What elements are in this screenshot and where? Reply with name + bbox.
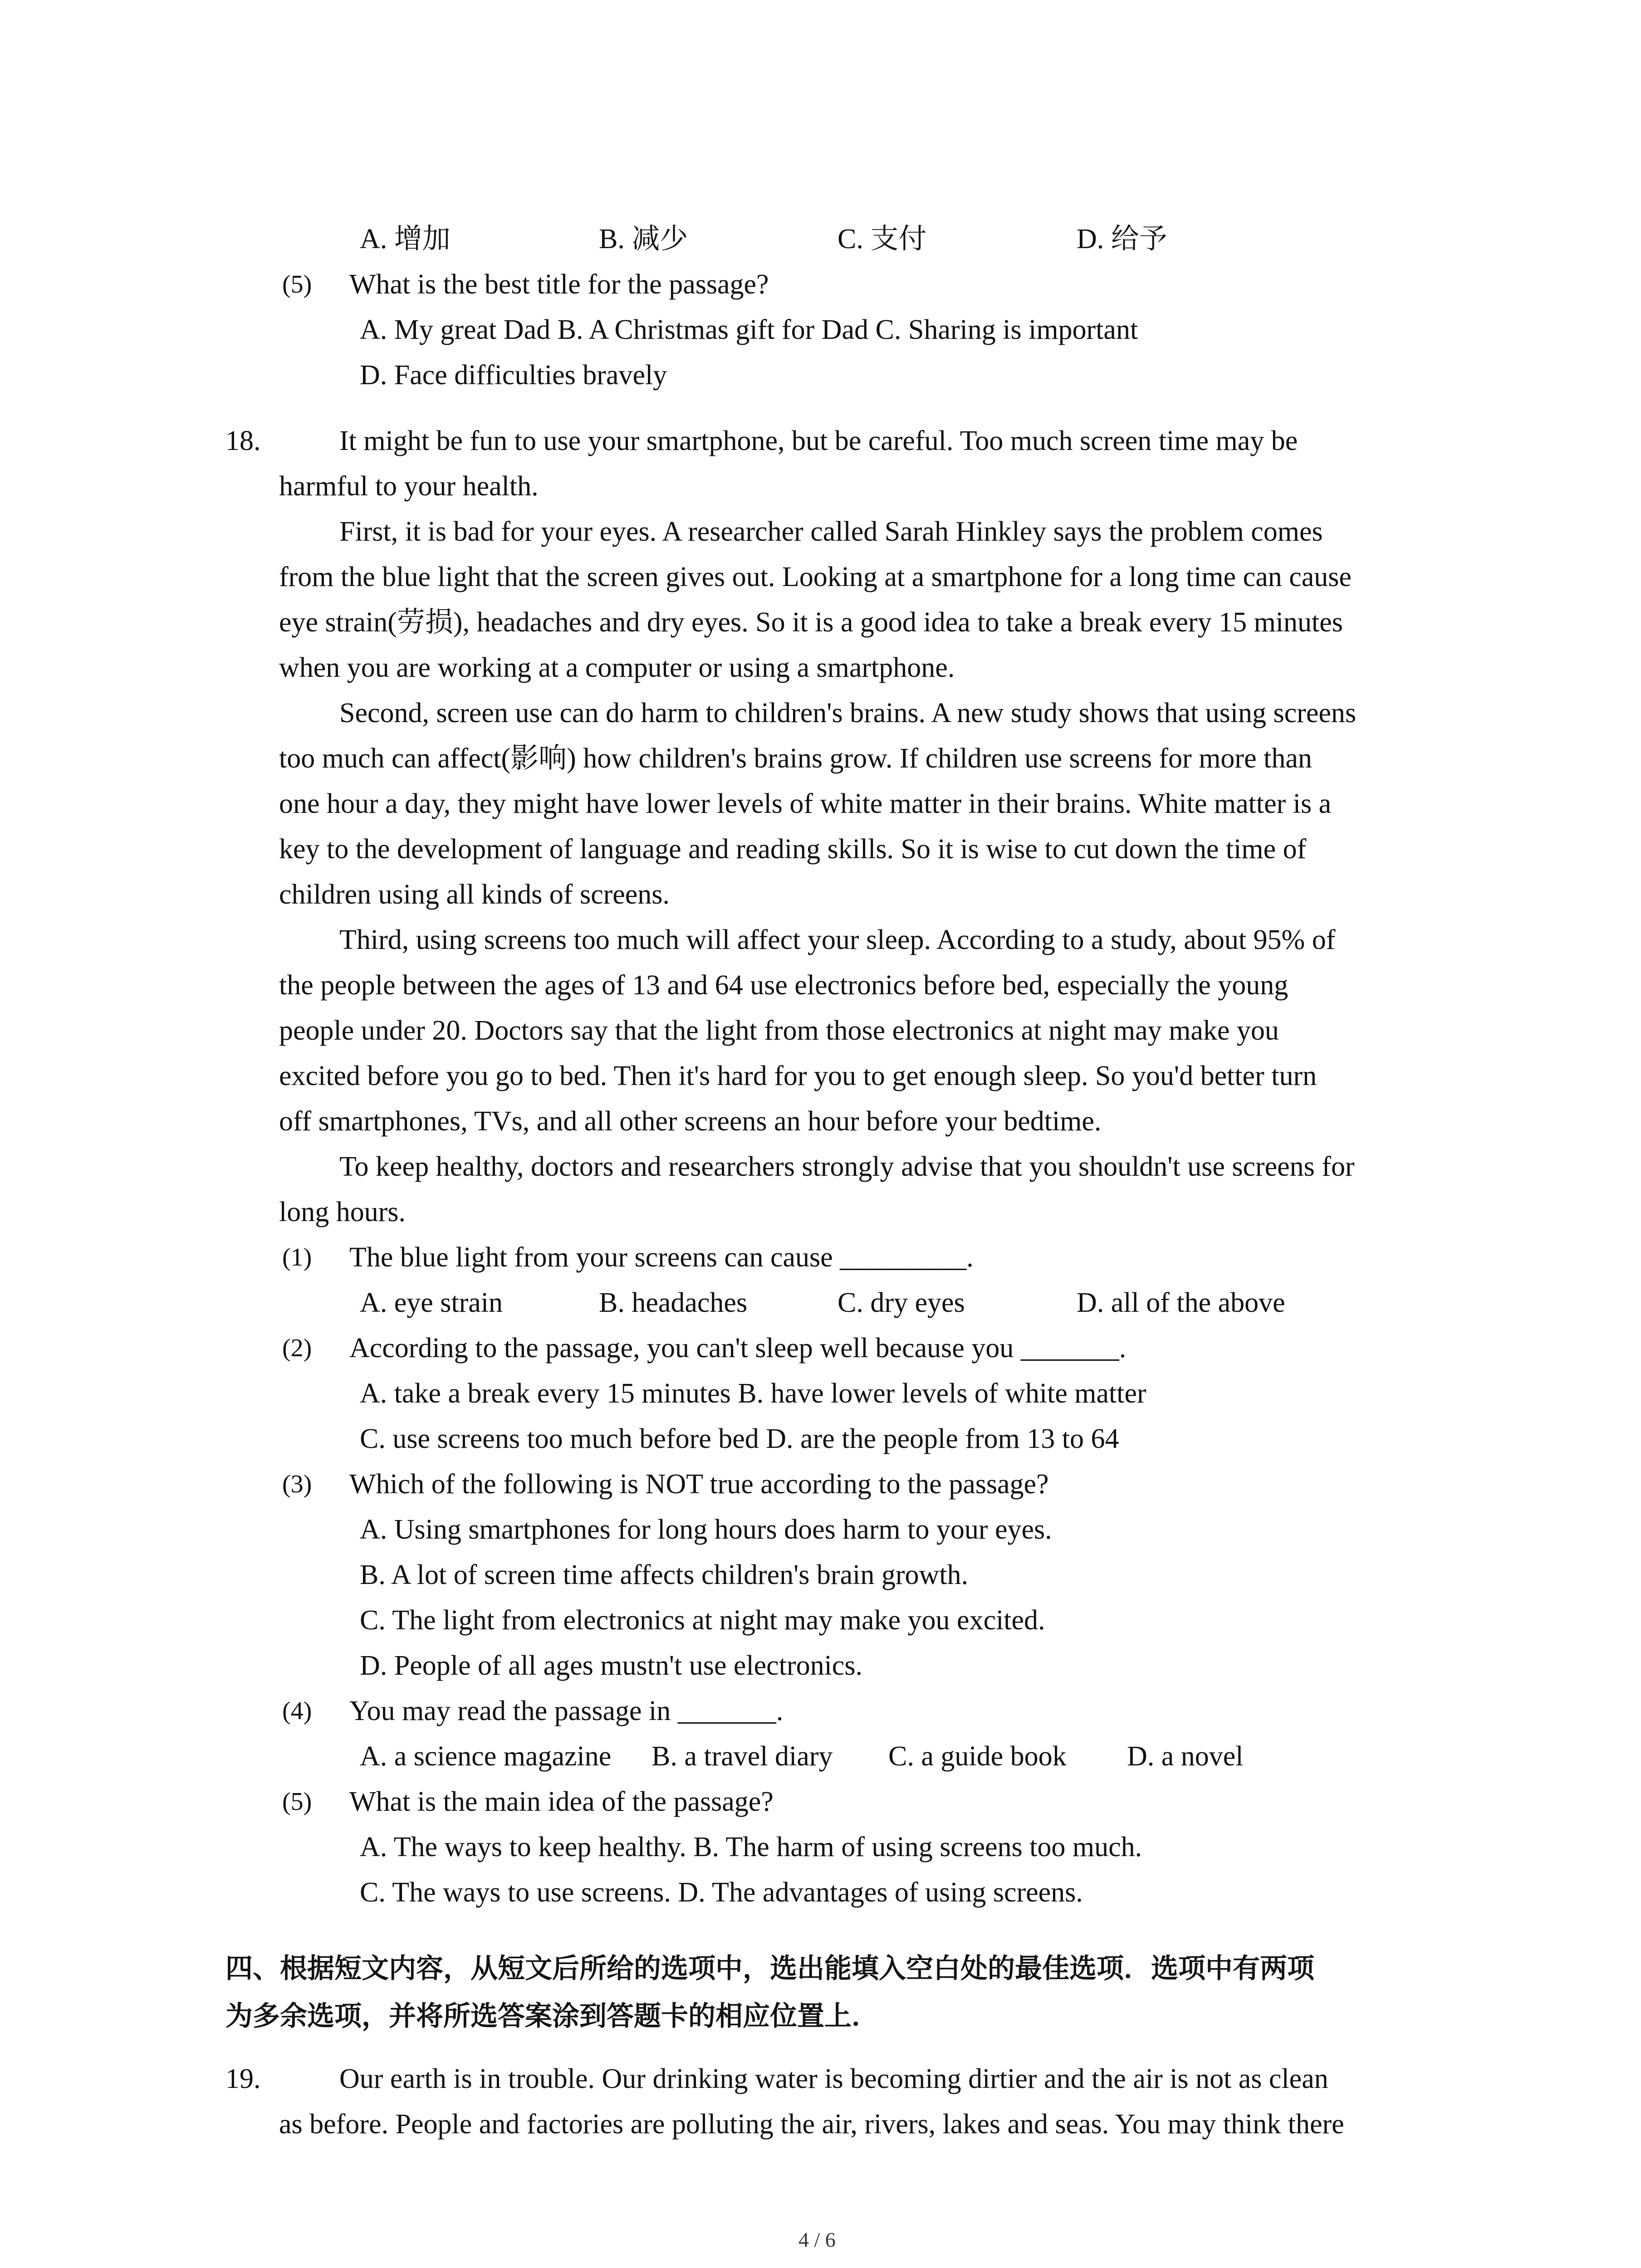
q18-passage-line-10: key to the development of language and reading skills. So it is wise to cut down the time of [279,834,1307,865]
q18-passage-line-12: Third, using screens too much will affect your sleep. According to a study, about 95% of [339,924,1336,955]
q18-passage-line-14: people under 20. Doctors say that the light from those electronics at night may make you [279,1015,1279,1046]
q18-4-stem: You may read the passage in _______. [349,1696,784,1726]
q18-3-option-a: A. Using smartphones for long hours does harm to your eyes. [360,1514,1052,1545]
q18-passage-line-11: children using all kinds of screens. [279,879,670,910]
page-number: 4 / 6 [798,2228,836,2251]
q18-1-number: (1) [282,1243,312,1271]
prev-q5-number: (5) [282,270,312,298]
q18-passage-line-2: harmful to your health. [279,471,539,502]
prev-q5-stem: What is the best title for the passage? [349,269,769,300]
q18-5-options-line2: C. The ways to use screens. D. The advantages of using screens. [360,1877,1083,1908]
q19-passage-line-2: as before. People and factories are polluting the air, rivers, lakes and seas. You may think there [279,2109,1344,2140]
q18-1-option-c: C. dry eyes [838,1287,965,1318]
q18-passage-line-3: First, it is bad for your eyes. A researcher called Sarah Hinkley says the problem comes [339,516,1323,547]
q18-4-option-b: B. a travel diary [652,1741,833,1772]
prev-q5-options-line1: A. My great Dad B. A Christmas gift for Dad C. Sharing is important [360,314,1138,345]
q18-2-stem: According to the passage, you can't sleep well because you _______. [349,1333,1127,1364]
q18-4-option-d: D. a novel [1127,1741,1244,1772]
q18-2-options-line1: A. take a break every 15 minutes B. have lower levels of white matter [360,1378,1146,1409]
q18-passage-line-6: when you are working at a computer or using a smartphone. [279,652,955,683]
q18-4-option-a: A. a science magazine [360,1741,612,1772]
q18-3-stem: Which of the following is NOT true according to the passage? [349,1469,1049,1500]
prev-q4-option-a: A. 增加 [360,224,451,254]
q18-4-option-c: C. a guide book [888,1741,1067,1772]
q18-5-number: (5) [282,1788,312,1816]
q18-3-option-d: D. People of all ages mustn't use electronics. [360,1650,862,1681]
q18-passage-line-13: the people between the ages of 13 and 64 use electronics before bed, especially the young [279,970,1288,1001]
q18-passage-line-17: To keep healthy, doctors and researchers strongly advise that you shouldn't use screens for [339,1151,1355,1182]
prev-q4-option-c: C. 支付 [838,224,927,254]
prev-q5-options-line2: D. Face difficulties bravely [360,360,667,391]
prev-q4-option-b: B. 减少 [599,224,688,254]
q18-3-option-b: B. A lot of screen time affects children's brain growth. [360,1559,968,1590]
q18-passage-line-9: one hour a day, they might have lower levels of white matter in their brains. White matter is a [279,788,1332,819]
q18-number: 18. [225,425,261,456]
q18-passage-line-15: excited before you go to bed. Then it's hard for you to get enough sleep. So you'd better turn [279,1061,1317,1091]
q18-passage-line-5: eye strain(劳损), headaches and dry eyes. So it is a good idea to take a break every 15 minutes [279,607,1343,638]
q18-passage-line-4: from the blue light that the screen gives out. Looking at a smartphone for a long time can cause [279,562,1352,592]
q18-1-option-a: A. eye strain [360,1287,503,1318]
q18-5-stem: What is the main idea of the passage? [349,1786,774,1817]
q18-passage-line-1: It might be fun to use your smartphone, but be careful. Too much screen time may be [339,425,1298,456]
q18-3-option-c: C. The light from electronics at night may make you excited. [360,1605,1045,1636]
q19-passage-line-1: Our earth is in trouble. Our drinking water is becoming dirtier and the air is not as clean [339,2063,1328,2094]
q18-4-number: (4) [282,1697,312,1725]
q18-1-option-b: B. headaches [599,1287,748,1318]
q18-passage-line-8: too much can affect(影响) how children's brains grow. If children use screens for more than [279,743,1312,774]
q18-5-options-line1: A. The ways to keep healthy. B. The harm of using screens too much. [360,1832,1142,1862]
q18-1-stem: The blue light from your screens can cause _________. [349,1242,974,1273]
q18-passage-line-18: long hours. [279,1197,406,1227]
q18-2-options-line2: C. use screens too much before bed D. are the people from 13 to 64 [360,1423,1119,1454]
prev-q4-option-d: D. 给予 [1077,224,1167,254]
section4-heading-line1: 四、根据短文内容，从短文后所给的选项中，选出能填入空白处的最佳选项．选项中有两项 [225,1953,1314,1984]
q18-passage-line-7: Second, screen use can do harm to children's brains. A new study shows that using screens [339,698,1356,728]
q18-3-number: (3) [282,1470,312,1498]
q19-number: 19. [225,2063,261,2094]
section4-heading-line2: 为多余选项，并将所选答案涂到答题卡的相应位置上． [225,2000,879,2032]
q18-passage-line-16: off smartphones, TVs, and all other screens an hour before your bedtime. [279,1106,1102,1137]
q18-2-number: (2) [282,1334,312,1362]
q18-1-option-d: D. all of the above [1077,1287,1285,1318]
